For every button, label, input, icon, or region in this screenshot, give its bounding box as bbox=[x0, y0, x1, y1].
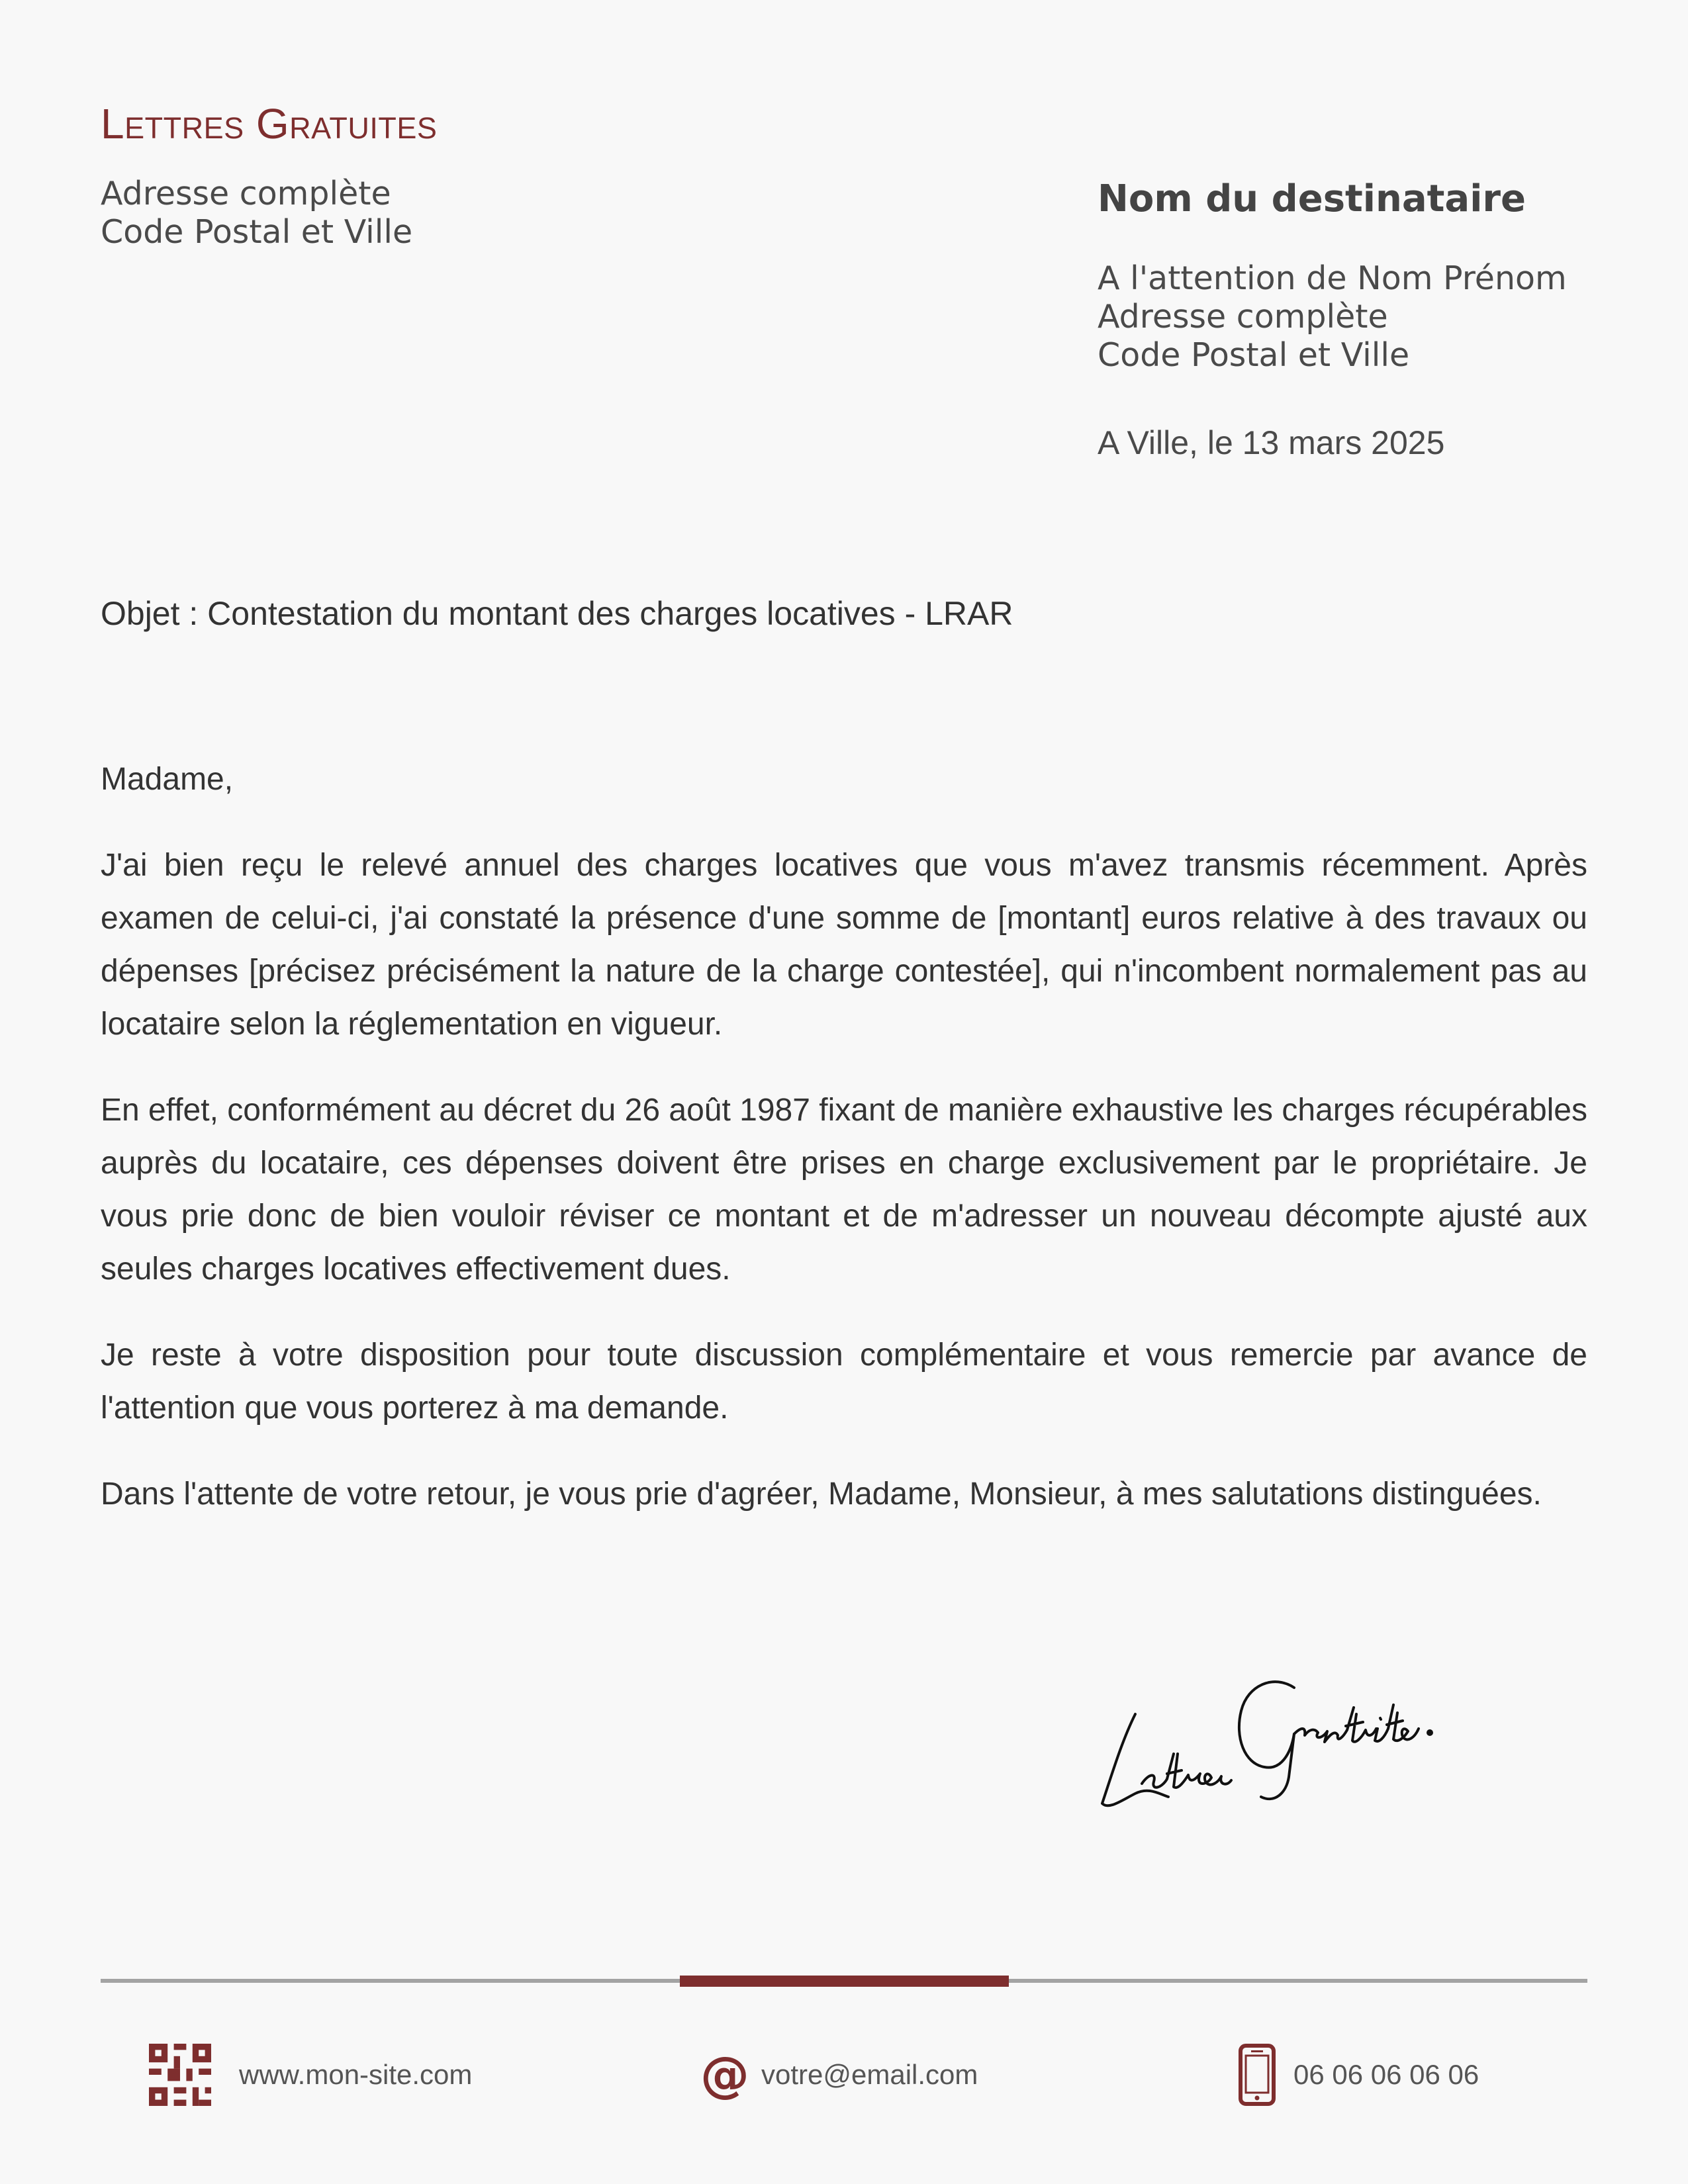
sender-brand: Lettres Gratuites bbox=[101, 100, 438, 148]
mobile-phone-icon bbox=[1238, 2044, 1276, 2106]
footer-email-label: votre@email.com bbox=[761, 2059, 978, 2090]
letter-paragraph: En effet, conformément au décret du 26 août 1987 fixant de manière exhaustive les charges récupérables auprès du locataire, ces dépenses doivent être prises en charge exclusivement par le propriétaire. Je vous prie donc de bien vouloir réviser ce montant et de m'adresser un nouveau décompte ajusté aux seules charges locatives effectivement dues. bbox=[101, 1093, 1587, 1287]
letter-greeting: Madame, bbox=[101, 762, 234, 797]
qr-code-icon bbox=[149, 2044, 211, 2106]
recipient-city-line: Code Postal et Ville bbox=[1098, 336, 1410, 374]
recipient-address-line: Adresse complète bbox=[1098, 298, 1388, 336]
at-icon: @ bbox=[700, 2046, 749, 2103]
recipient-address bbox=[1098, 259, 1567, 375]
letter-date: A Ville, le 13 mars 2025 bbox=[1098, 424, 1445, 461]
sender-address bbox=[101, 175, 412, 251]
footer-phone-label: 06 06 06 06 06 bbox=[1293, 2059, 1479, 2090]
recipient-name: Nom du destinataire bbox=[1098, 177, 1526, 220]
sender-city-line: Code Postal et Ville bbox=[101, 213, 413, 251]
letter-paragraph: J'ai bien reçu le relevé annuel des charges locatives que vous m'avez transmis récemment. Après examen de celui-ci, j'ai constaté la présence d'une somme de [montant] euros relative à des travaux ou dépenses [précisez précisément la nature de la charge contestée], qui n'incombent normalement pas au locataire selon la réglementation en vigueur. bbox=[101, 848, 1587, 1042]
footer-divider-accent bbox=[680, 1976, 1009, 1987]
recipient-attention-line: A l'attention de Nom Prénom bbox=[1098, 259, 1567, 297]
sender-address-line: Adresse complète bbox=[101, 175, 391, 212]
footer-website[interactable] bbox=[149, 2045, 472, 2105]
letter-body bbox=[101, 753, 1587, 1554]
letter-paragraph: Dans l'attente de votre retour, je vous prie d'agréer, Madame, Monsieur, à mes salutations distinguées. bbox=[101, 1477, 1542, 1512]
letter-subject: Objet : Contestation du montant des charges locatives - LRAR bbox=[101, 595, 1013, 632]
letter-paragraph: Je reste à votre disposition pour toute discussion complémentaire et vous remercie par avance de l'attention que vous porterez à ma demande. bbox=[101, 1338, 1587, 1426]
footer-phone[interactable] bbox=[1238, 2045, 1479, 2105]
footer-website-label: www.mon-site.com bbox=[239, 2059, 473, 2090]
footer-email[interactable] bbox=[700, 2045, 978, 2105]
handwritten-signature bbox=[1096, 1661, 1446, 1820]
